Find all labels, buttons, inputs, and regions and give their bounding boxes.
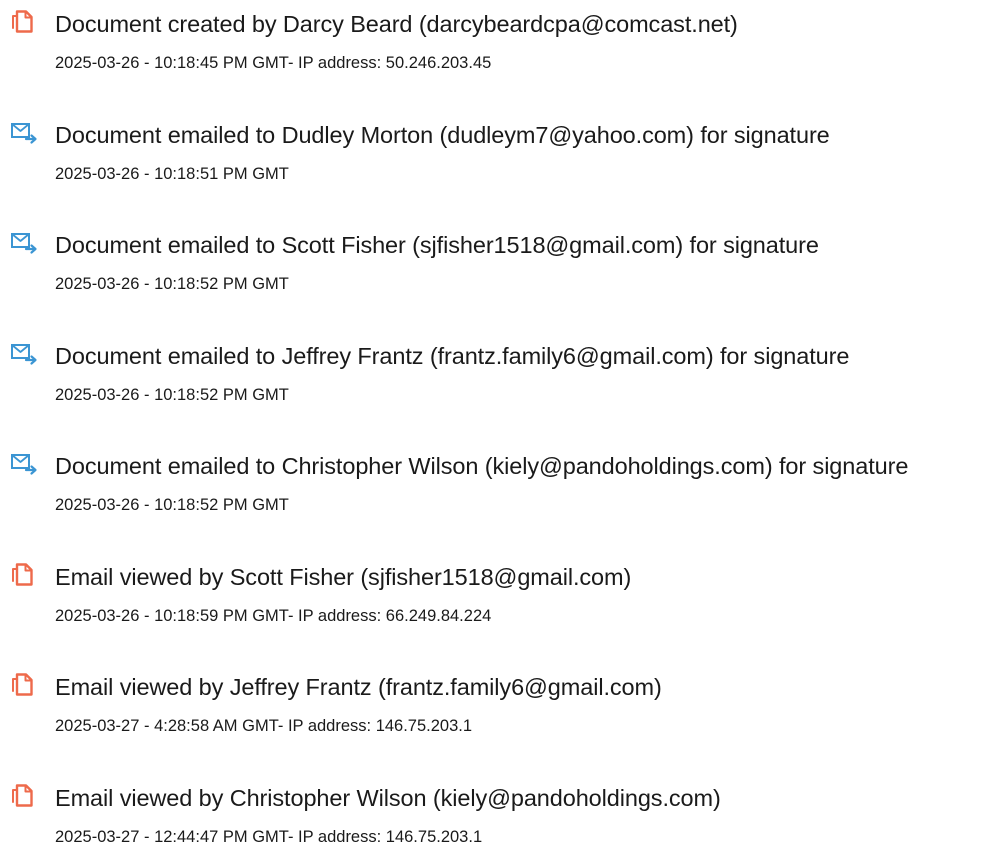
event-title: Document emailed to Dudley Morton (dudleym7@yahoo.com) for signature — [55, 122, 830, 148]
event-title: Document created by Darcy Beard (darcybeardcpa@comcast.net) — [55, 11, 738, 37]
event-timestamp: 2025-03-26 - 10:18:45 PM GMT- IP address: 50.246.203.45 — [55, 54, 492, 72]
email-sent-icon — [10, 229, 38, 255]
audit-event — [0, 221, 992, 301]
document-icon — [10, 782, 38, 808]
event-title: Email viewed by Scott Fisher (sjfisher1518@gmail.com) — [55, 564, 632, 590]
event-timestamp: 2025-03-26 - 10:18:59 PM GMT- IP address: 66.249.84.224 — [55, 607, 492, 625]
event-timestamp: 2025-03-26 - 10:18:52 PM GMT — [55, 275, 289, 293]
event-title: Email viewed by Jeffrey Frantz (frantz.family6@gmail.com) — [55, 674, 662, 700]
audit-event — [0, 663, 992, 743]
audit-event — [0, 332, 992, 412]
event-timestamp: 2025-03-27 - 4:28:58 AM GMT- IP address: 146.75.203.1 — [55, 717, 473, 735]
audit-event — [0, 442, 992, 522]
event-timestamp: 2025-03-26 - 10:18:52 PM GMT — [55, 386, 289, 404]
document-icon — [10, 8, 38, 34]
event-timestamp: 2025-03-26 - 10:18:52 PM GMT — [55, 496, 289, 514]
event-title: Document emailed to Jeffrey Frantz (frantz.family6@gmail.com) for signature — [55, 343, 850, 369]
event-title: Document emailed to Scott Fisher (sjfisher1518@gmail.com) for signature — [55, 232, 819, 258]
document-icon — [10, 561, 38, 587]
email-sent-icon — [10, 119, 38, 145]
email-sent-icon — [10, 340, 38, 366]
email-sent-icon — [10, 450, 38, 476]
event-timestamp: 2025-03-26 - 10:18:51 PM GMT — [55, 165, 289, 183]
audit-event — [0, 111, 992, 191]
event-timestamp: 2025-03-27 - 12:44:47 PM GMT- IP address: 146.75.203.1 — [55, 828, 483, 846]
document-icon — [10, 671, 38, 697]
audit-event — [0, 0, 992, 80]
event-title: Document emailed to Christopher Wilson (kiely@pandoholdings.com) for signature — [55, 453, 909, 479]
audit-event — [0, 774, 992, 854]
audit-event — [0, 553, 992, 633]
event-title: Email viewed by Christopher Wilson (kiely@pandoholdings.com) — [55, 785, 721, 811]
